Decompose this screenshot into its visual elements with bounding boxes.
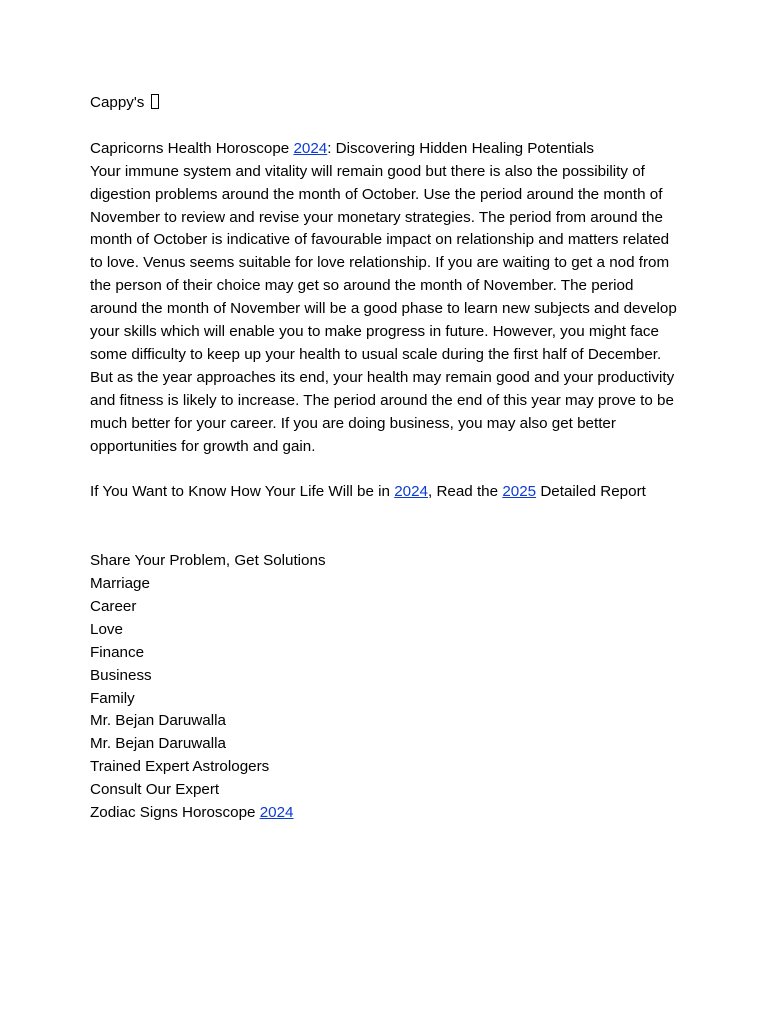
article-title-prefix: Capricorns Health Horoscope <box>90 139 294 157</box>
zodiac-prefix: Zodiac Signs Horoscope <box>90 804 260 822</box>
menu-item-business[interactable]: Business <box>90 666 152 684</box>
menu-item-career[interactable]: Career <box>90 597 137 615</box>
brand-name: Cappy's <box>90 94 145 111</box>
cta-middle: , Read the <box>428 483 503 501</box>
report-cta <box>90 481 682 504</box>
menu-item-trained-astrologers[interactable]: Trained Expert Astrologers <box>90 758 270 776</box>
article-title-year-link[interactable]: 2024 <box>293 139 328 157</box>
zodiac-year-link[interactable]: 2024 <box>259 804 294 822</box>
document-page <box>90 92 682 825</box>
menu-item-consult-expert[interactable]: Consult Our Expert <box>90 781 220 799</box>
menu-item-bejan-daruwalla[interactable]: Mr. Bejan Daruwalla <box>90 712 226 730</box>
cta-suffix: Detailed Report <box>536 483 646 501</box>
article-title <box>90 138 682 161</box>
menu-item-marriage[interactable]: Marriage <box>90 574 150 592</box>
menu-item-love[interactable]: Love <box>90 620 123 638</box>
menu-item-bejan-daruwalla-2[interactable]: Mr. Bejan Daruwalla <box>90 735 226 753</box>
menu-item-family[interactable]: Family <box>90 689 135 707</box>
menu-heading: Share Your Problem, Get Solutions <box>90 552 326 570</box>
article-body: Your immune system and vitality will remain good but there is also the possibility of digestion problems around the month of October. Use the period around the month of November to review and revise your monetary strategies. The period from around the month of October is indicative of favourable impact on relationship and matters related to love. Venus seems suitable for love relationship. If you are waiting to get a nod from the person of their choice may get so around the month of November. The period around the month of November will be a good phase to learn new subjects and develop your skills which will enable you to make progress in future. However, you might face some difficulty to keep up your health to usual scale during the first half of December. But as the year approaches its end, your health may remain good and your productivity and fitness is likely to increase. The period around the end of this year may prove to be much better for your career. If you are doing business, you may also get better opportunities for growth and gain. <box>90 162 677 455</box>
article-title-suffix: : Discovering Hidden Healing Potentials <box>327 139 595 157</box>
cta-prefix: If You Want to Know How Your Life Will be in <box>90 483 395 501</box>
menu-item-finance[interactable]: Finance <box>90 643 145 661</box>
cta-year-2024-link[interactable]: 2024 <box>394 483 428 501</box>
menu-item-zodiac-horoscope <box>90 802 682 825</box>
missing-glyph-icon <box>151 94 159 109</box>
brand-line <box>90 92 682 115</box>
cta-year-2025-link[interactable]: 2025 <box>502 483 537 501</box>
